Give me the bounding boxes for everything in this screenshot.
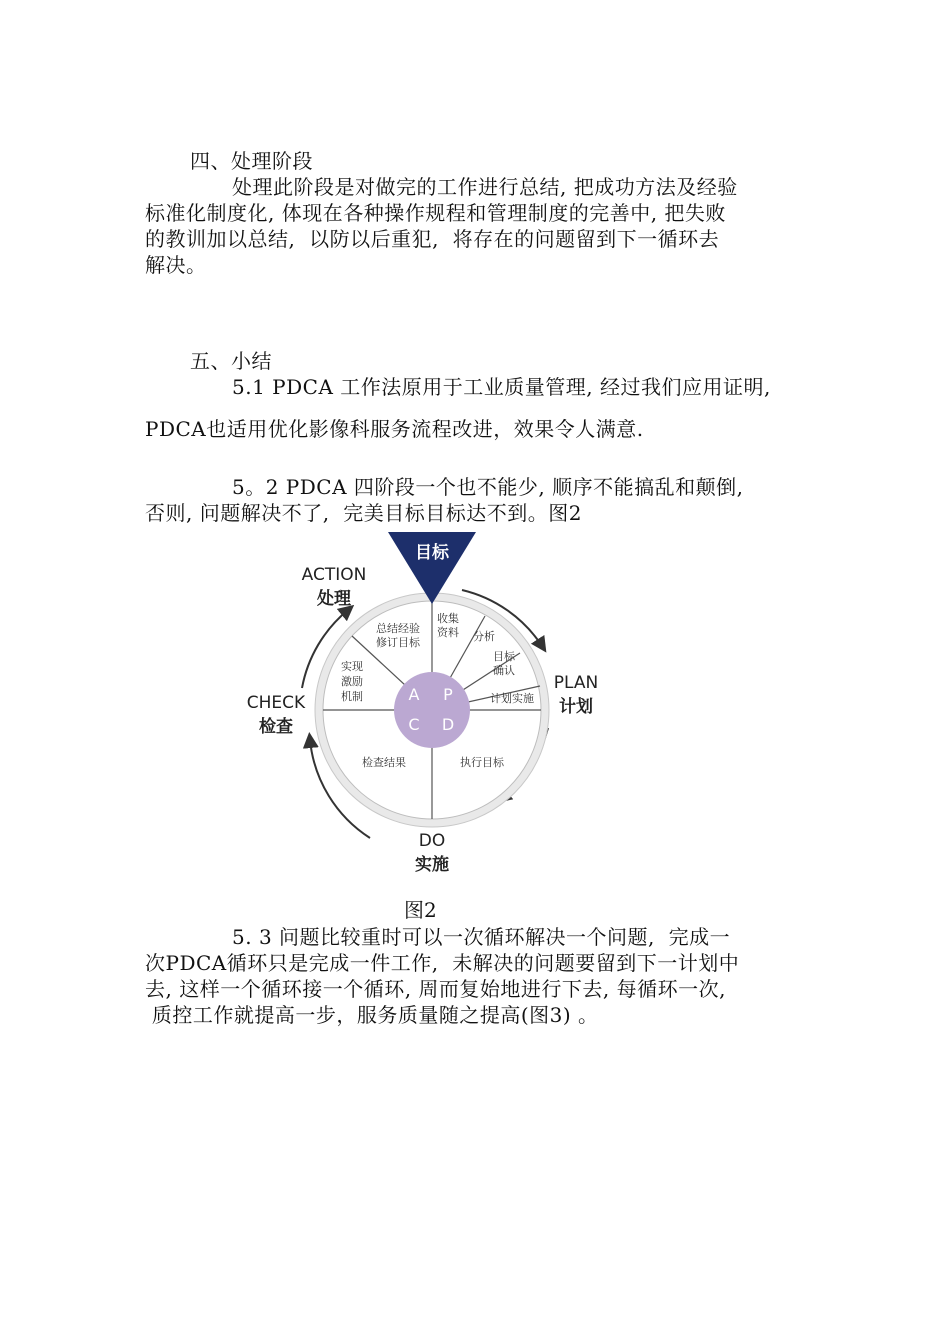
center-letter-a: A — [408, 685, 420, 704]
segment-summary-1: 总结经验 — [376, 622, 420, 635]
segment-incentive-1: 实现 — [341, 660, 363, 673]
segment-summary-2: 修订目标 — [376, 636, 420, 649]
section4-line-2: 标准化制度化, 体现在各种操作规程和管理制度的完善中, 把失败 — [145, 201, 726, 225]
phase-action-zh: 处理 — [317, 589, 351, 609]
segment-incentive-2: 激励 — [341, 675, 363, 688]
section4-heading: 四、处理阶段 — [190, 149, 313, 173]
segment-analyze: 分析 — [473, 630, 495, 643]
center-letter-c: C — [408, 715, 420, 734]
phase-do-en: DO — [418, 831, 446, 851]
center-letter-d: D — [441, 715, 455, 734]
segment-collect-2: 资料 — [437, 626, 459, 639]
section5-p3-line-3: 去, 这样一个循环接一个循环, 周而复始地进行下去, 每循环一次, — [145, 977, 727, 1001]
goal-label: 目标 — [415, 543, 449, 563]
section5-p3-line-1: 5. 3 问题比较重时可以一次循环解决一个问题, 完成一 — [232, 925, 731, 949]
phase-do-zh: 实施 — [415, 855, 449, 875]
section5-heading: 五、小结 — [190, 349, 272, 373]
section5-p2-line-2: 否则, 问题解决不了, 完美目标目标达不到。图2 — [145, 501, 583, 525]
figure-caption: 图2 — [404, 898, 437, 922]
segment-confirm-2: 确认 — [493, 664, 515, 677]
section4-line-4: 解决。 — [145, 253, 207, 277]
phase-plan-en: PLAN — [553, 673, 599, 693]
section5-p1-line-2: PDCA也适用优化影像科服务流程改进，效果令人满意. — [145, 417, 644, 441]
segment-check: 检查结果 — [362, 756, 406, 769]
section5-p3-line-4: 质控工作就提高一步，服务质量随之提高(图3) 。 — [145, 1003, 599, 1027]
pdca-cycle-diagram — [230, 528, 620, 880]
section4-line-1: 处理此阶段是对做完的工作进行总结, 把成功方法及经验 — [232, 175, 738, 199]
segment-collect-1: 收集 — [437, 612, 459, 625]
segment-execute: 执行目标 — [460, 756, 504, 769]
center-circle — [394, 672, 470, 748]
section5-p2-line-1: 5。2 PDCA 四阶段一个也不能少, 顺序不能搞乱和颠倒, — [232, 475, 744, 499]
section4-line-3: 的教训加以总结, 以防以后重犯, 将存在的问题留到下一循环去 — [145, 227, 720, 251]
phase-plan-zh: 计划 — [559, 697, 593, 717]
section5-p3-line-2: 次PDCA循环只是完成一件工作, 未解决的问题要留到下一计划中 — [145, 951, 740, 975]
phase-check-en: CHECK — [246, 693, 306, 713]
segment-plan: 计划实施 — [490, 692, 534, 705]
center-letter-p: P — [443, 685, 453, 704]
segment-incentive-3: 机制 — [341, 690, 363, 703]
segment-confirm-1: 目标 — [493, 650, 515, 663]
phase-action-en: ACTION — [301, 565, 367, 585]
phase-check-zh: 检查 — [259, 717, 293, 737]
section5-p1-line-1: 5.1 PDCA 工作法原用于工业质量管理, 经过我们应用证明, — [232, 375, 771, 399]
